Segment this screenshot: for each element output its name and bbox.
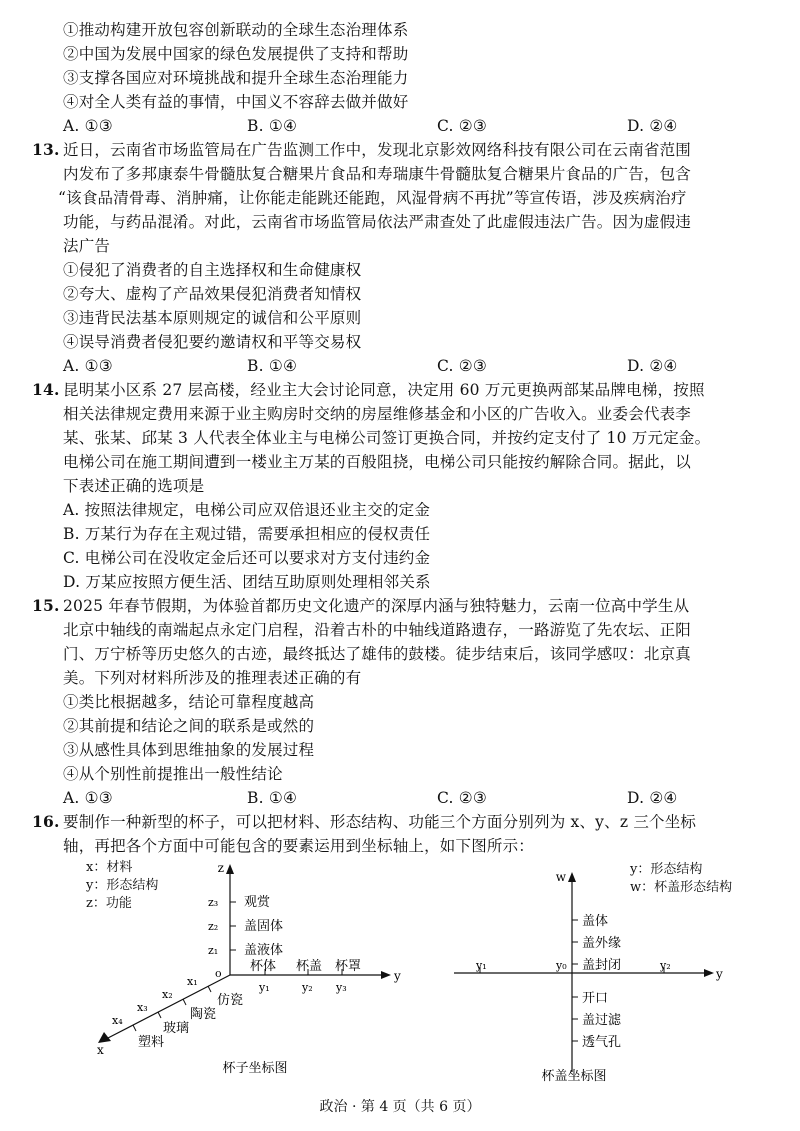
q15-stem-2: 北京中轴线的南端起点永定门启程，沿着古朴的中轴线道路遗存，一路游览了先农坛、正阳 (63, 621, 692, 639)
lid-w-axis-label: w (555, 870, 566, 884)
q15-item-1: ①类比根据越多，结论可靠程度越高 (63, 693, 315, 711)
q13-option-d[interactable]: D. ②④ (627, 357, 678, 375)
q13-number: 13. (32, 140, 60, 159)
cup-z3-label: z₃ (208, 896, 219, 909)
q12-item-3: ③支撑各国应对环境挑战和提升全球生态治理能力 (63, 69, 409, 87)
q13-option-b[interactable]: B. ①④ (247, 357, 298, 375)
q12-option-a[interactable]: A. ①③ (63, 117, 113, 135)
q13-item-1: ①侵犯了消费者的自主选择权和生命健康权 (63, 261, 362, 279)
cup-x2-tick (183, 999, 186, 1005)
q14-stem-4: 电梯公司在施工期间遭到一楼业主万某的百般阻挠，电梯公司只能按约解除合同。据此，以 (63, 453, 692, 471)
q12-item-4: ④对全人类有益的事情，中国义不容辞去做并做好 (63, 93, 409, 111)
q15-item-2: ②其前提和结论之间的联系是或然的 (63, 717, 315, 735)
q15-stem-3: 门、万宁桥等历史悠久的古迹，最终抵达了雄伟的鼓楼。徒步结束后，该同学感叹：北京真 (63, 645, 692, 663)
lid-w-up-text-1: 盖体 (582, 914, 609, 929)
q14-stem-5: 下表述正确的选项是 (63, 477, 205, 495)
q14-stem-1: 昆明某小区系 27 层高楼，经业主大会讨论同意，决定用 60 万元更换两部某品牌电梯，按照 (63, 381, 705, 399)
q13-stem-3: “该食品清骨毒、消肿痛，让你能走能跳还能跑，风湿骨病不再扰”等宣传语，涉及疾病治疗 (58, 189, 687, 207)
lid-y-axis-label: y (716, 967, 723, 981)
cup-y1-text: 杯体 (250, 959, 277, 974)
q15-option-c[interactable]: C. ②③ (437, 789, 487, 807)
legend-right-y: y：形态结构 (630, 862, 703, 877)
cup-y3-text: 杯罩 (335, 959, 362, 974)
q16-stem-1: 要制作一种新型的杯子，可以把材料、形态结构、功能三个方面分别列为 x、y、z 三个坐标 (63, 813, 697, 831)
cup-y1-label: y₁ (259, 981, 270, 994)
q15-number: 15. (32, 596, 60, 615)
q13-option-c[interactable]: C. ②③ (437, 357, 487, 375)
lid-w-down-text-2: 盖过滤 (582, 1013, 622, 1028)
q14-stem-3: 某、张某、邱某 3 人代表全体业主与电梯公司签订更换合同，并按约定支付了 10 万元定金。 (63, 429, 711, 447)
q13-option-a[interactable]: A. ①③ (63, 357, 113, 375)
cup-y-axis-label: y (394, 969, 401, 983)
q12-option-d[interactable]: D. ②④ (627, 117, 678, 135)
q14-option-a[interactable]: A. 按照法律规定，电梯公司应双倍退还业主交的定金 (63, 501, 431, 519)
page-footer: 政治 · 第 4 页（共 6 页） (319, 1099, 481, 1115)
cup-z-arrow (226, 864, 234, 874)
q13-item-4: ④误导消费者侵犯要约邀请权和平等交易权 (63, 333, 362, 351)
legend-right-w: w：杯盖形态结构 (630, 880, 733, 895)
lid-w-up-text-2: 盖外缘 (582, 936, 622, 951)
cup-x-axis-label: x (97, 1043, 104, 1057)
q14-option-c[interactable]: C. 电梯公司在没收定金后还可以要求对方支付违约金 (63, 549, 431, 567)
lid-w-down-text-1: 开口 (582, 991, 609, 1006)
cup-coordinate-diagram (90, 860, 420, 1080)
lid-y-arrow (704, 969, 714, 977)
lid-w-up-text-3: 盖封闭 (582, 958, 622, 973)
q14-stem-2: 相关法律规定费用来源于业主购房时交纳的房屋维修基金和小区的广告收入。业委会代表李 (63, 405, 692, 423)
cup-x1-text: 仿瓷 (217, 993, 244, 1008)
lid-y1-label: y₁ (476, 959, 487, 972)
cup-y3-label: y₃ (336, 981, 347, 994)
q13-options (63, 356, 783, 376)
cup-x3-text: 玻璃 (163, 1021, 190, 1036)
q12-option-c[interactable]: C. ②③ (437, 117, 487, 135)
lid-chart-caption: 杯盖坐标图 (541, 1069, 607, 1084)
q14-option-b[interactable]: B. 万某行为存在主观过错，需要承担相应的侵权责任 (63, 525, 431, 543)
lid-w-arrow (568, 872, 576, 882)
legend-left-x: x：材料 (86, 860, 133, 875)
q13-stem-4: 功能，与药品混淆。对此，云南省市场监管局依法严肃查处了此虚假违法广告。因为虚假违 (63, 213, 692, 231)
cup-x3-label: x₃ (137, 1001, 148, 1014)
q15-item-3: ③从感性具体到思维抽象的发展过程 (63, 741, 315, 759)
cup-x4-text: 塑料 (138, 1035, 165, 1050)
q14-option-d[interactable]: D. 万某应按照方便生活、团结互助原则处理相邻关系 (63, 573, 431, 591)
cup-z1-label: z₁ (208, 944, 219, 957)
cup-x4-tick (133, 1025, 136, 1031)
cup-x2-label: x₂ (162, 988, 173, 1001)
lid-w-down-text-3: 透气孔 (582, 1035, 622, 1050)
cup-chart-caption: 杯子坐标图 (222, 1061, 288, 1076)
q15-option-d[interactable]: D. ②④ (627, 789, 678, 807)
cup-origin-label: o (215, 967, 222, 980)
q15-stem-1: 2025 年春节假期，为体验首都历史文化遗产的深厚内涵与独特魅力，云南一位高中学生从 (63, 597, 690, 615)
lid-y2-label: y₂ (660, 959, 671, 972)
cup-z-axis-label: z (217, 861, 224, 875)
q16-stem-2: 轴，再把各个方面中可能包含的要素运用到坐标轴上，如下图所示： (63, 837, 535, 855)
cup-x2-text: 陶瓷 (190, 1007, 217, 1022)
cup-x1-tick (208, 986, 211, 992)
q12-item-1: ①推动构建开放包容创新联动的全球生态治理体系 (63, 21, 409, 39)
q12-option-b[interactable]: B. ①④ (247, 117, 298, 135)
q13-stem-1: 近日，云南省市场监管局在广告监测工作中，发现北京影效网络科技有限公司在云南省范围 (63, 141, 692, 159)
q12-item-2: ②中国为发展中国家的绿色发展提供了支持和帮助 (63, 45, 409, 63)
cup-y-arrow (381, 971, 391, 979)
legend-left-y: y：形态结构 (86, 878, 159, 893)
lid-coordinate-diagram (440, 866, 740, 1088)
cup-z2-text: 盖固体 (244, 919, 284, 934)
q16-number: 16. (32, 812, 60, 831)
q12-options (63, 116, 783, 136)
q14-number: 14. (32, 380, 60, 399)
legend-left-z: z：功能 (86, 896, 132, 911)
cup-x3-tick (158, 1012, 161, 1018)
lid-y0-label: y₀ (556, 959, 567, 972)
q15-option-b[interactable]: B. ①④ (247, 789, 298, 807)
cup-x1-label: x₁ (187, 975, 198, 988)
q15-stem-4: 美。下列对材料所涉及的推理表述正确的有 (63, 669, 362, 687)
q13-item-2: ②夸大、虚构了产品效果侵犯消费者知情权 (63, 285, 362, 303)
q13-item-3: ③违背民法基本原则规定的诚信和公平原则 (63, 309, 362, 327)
cup-z2-label: z₂ (208, 920, 219, 933)
q15-option-a[interactable]: A. ①③ (63, 789, 113, 807)
cup-z1-text: 盖液体 (244, 943, 284, 958)
q13-stem-5: 法广告 (63, 237, 111, 255)
q13-stem-2: 内发布了多邦康泰牛骨髓肽复合糖果片食品和寿瑞康牛骨髓肽复合糖果片食品的广告，包含 (63, 165, 692, 183)
cup-y2-text: 杯盖 (296, 959, 323, 974)
cup-x4-label: x₄ (112, 1014, 123, 1027)
q15-item-4: ④从个别性前提推出一般性结论 (63, 765, 283, 783)
cup-y2-label: y₂ (302, 981, 313, 994)
q15-options (63, 788, 783, 808)
cup-z3-text: 观赏 (244, 895, 271, 910)
